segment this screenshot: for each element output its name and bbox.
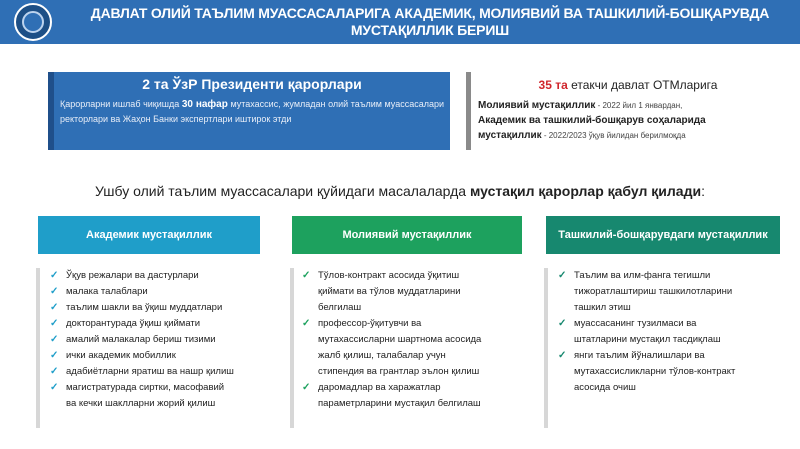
header-bar: [0, 0, 800, 44]
decrees-title: 2 та ЎзР Президенти қарорлари: [142, 76, 362, 92]
check-icon: ✓: [50, 286, 59, 297]
check-icon: ✓: [50, 318, 59, 329]
list-item: ✓ Тўлов-контракт асосида ўқитиш: [300, 268, 532, 284]
list-item: ✓ магистратурада сиртки, масофавий: [48, 380, 278, 396]
list-item: ✓ Ўқув режалари ва дастурлари: [48, 268, 278, 284]
list-item-continuation: ташкил этиш: [574, 302, 631, 313]
academic-autonomy-list: [48, 268, 278, 412]
financial-autonomy-list: [300, 268, 532, 412]
check-icon: ✓: [558, 350, 567, 361]
academic-autonomy-header: Академик мустақиллик: [38, 216, 260, 254]
list-item-continuation: қиймати ва тўлов муддатларини: [318, 286, 461, 297]
check-icon: ✓: [50, 366, 59, 377]
universities-title: 35 та етакчи давлат ОТМларига: [538, 78, 718, 92]
organizational-autonomy-header: Ташкилий-бошқарувдаги мустақиллик: [546, 216, 780, 254]
academic-autonomy-divider: [36, 268, 40, 428]
page-title-line-2: МУСТАҚИЛЛИК БЕРИШ: [350, 22, 510, 38]
decisions-statement: Ушбу олий таълим муассасалари қуйидаги масалаларда мустақил қарорлар қабул қилади:: [95, 183, 705, 199]
list-item-continuation: белгилаш: [318, 302, 362, 313]
list-item-continuation: ва кечки шаклларни жорий қилиш: [66, 398, 216, 409]
check-icon: ✓: [50, 334, 59, 345]
list-item-continuation: жалб қилиш, талабалар учун: [318, 350, 446, 361]
academic-autonomy-line: Академик ва ташкилий-бошқарув соҳаларида: [478, 115, 706, 126]
financial-autonomy-divider: [290, 268, 294, 428]
check-icon: ✓: [302, 382, 311, 393]
list-item-continuation: мутахассисликларни тўлов-контракт: [574, 366, 736, 377]
check-icon: ✓: [50, 382, 59, 393]
universities-panel-accent: [466, 72, 471, 150]
check-icon: ✓: [302, 270, 311, 281]
decrees-panel-accent: [48, 72, 54, 150]
list-item: ✓ ички академик мобиллик: [48, 348, 278, 364]
list-item: ✓ таълим шакли ва ўқиш муддатлари: [48, 300, 278, 316]
list-item-continuation: параметрларини мустақил белгилаш: [318, 398, 481, 409]
financial-autonomy-line: Молиявий мустақиллик - 2022 йил 1 январдан,: [478, 100, 683, 111]
check-icon: ✓: [50, 350, 59, 361]
organizational-autonomy-divider: [544, 268, 548, 428]
list-item: ✓ профессор-ўқитувчи ва: [300, 316, 532, 332]
page-title: [70, 5, 790, 39]
check-icon: ✓: [50, 302, 59, 313]
emblem-logo: [14, 3, 52, 41]
academic-autonomy-date-line: мустақиллик - 2022/2023 ўқув йилидан берилмоқда: [478, 130, 686, 141]
list-item-continuation: асосида очиш: [574, 382, 636, 393]
list-item: ✓ муассасанинг тузилмаси ва: [556, 316, 788, 332]
list-item-continuation: штатларини мустақил тасдиқлаш: [574, 334, 721, 345]
list-item-continuation: стипендия ва грантлар эълон қилиш: [318, 366, 480, 377]
universities-count: 35 та: [538, 78, 568, 92]
list-item: ✓ Таълим ва илм-фанга тегишли: [556, 268, 788, 284]
financial-autonomy-header: Молиявий мустақиллик: [292, 216, 522, 254]
list-item-continuation: тижоратлаштириш ташкилотларини: [574, 286, 733, 297]
check-icon: ✓: [558, 318, 567, 329]
list-item: ✓ даромадлар ва харажатлар: [300, 380, 532, 396]
list-item-continuation: мутахассисларни шартнома асосида: [318, 334, 482, 345]
check-icon: ✓: [50, 270, 59, 281]
check-icon: ✓: [558, 270, 567, 281]
page-title-line-1: ДАВЛАТ ОЛИЙ ТАЪЛИМ МУАССАСАЛАРИГА АКАДЕМИК, МОЛИЯВИЙ ВА ТАШКИЛИЙ-БОШҚАРУВДА: [90, 5, 770, 21]
list-item: ✓ янги таълим йўналишлари ва: [556, 348, 788, 364]
decrees-description: Қарорларни ишлаб чиқишда 30 нафар мутахассис, жумладан олий таълим муассасалари ректорлари ва Жаҳон Банки экспертлари иштирок этди: [60, 99, 444, 124]
check-icon: ✓: [302, 318, 311, 329]
organizational-autonomy-list: [556, 268, 788, 396]
list-item: ✓ докторантурада ўқиш қиймати: [48, 316, 278, 332]
list-item: ✓ амалий малакалар бериш тизими: [48, 332, 278, 348]
list-item: ✓ адабиётларни яратиш ва нашр қилиш: [48, 364, 278, 380]
list-item: ✓ малака талаблари: [48, 284, 278, 300]
